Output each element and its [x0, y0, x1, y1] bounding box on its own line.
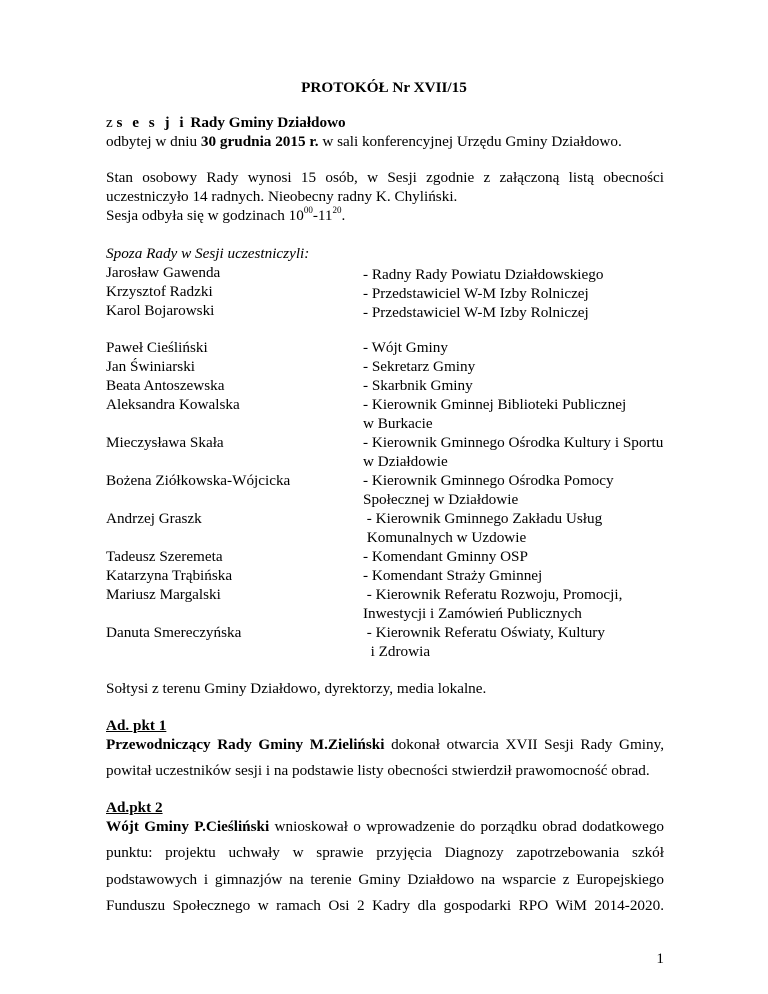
session-date-line	[106, 132, 622, 151]
soltysi-line: Sołtysi z terenu Gminy Działdowo, dyrektorzy, media lokalne.	[106, 680, 487, 697]
stan-line-2: uczestniczyło 14 radnych. Nieobecny radny K. Chyliński.	[106, 188, 458, 205]
document-title: PROTOKÓŁ Nr XVII/15	[301, 79, 467, 96]
pkt1-line-2: powitał uczestników sesji i na podstawie listy obecności stwierdził prawomocność obrad.	[106, 762, 650, 779]
pkt2-text-2b: przyjęcia Diagnozy zapotrzebowania szkół	[376, 844, 664, 861]
hours-text: Sesja odbyła się w godzinach 10	[106, 207, 304, 224]
pkt2-line-2	[106, 843, 664, 862]
staff-role: - Komendant Straży Gminnej	[363, 567, 543, 584]
guest-name: Jarosław Gawenda	[106, 264, 221, 281]
pkt1-text: dokonał otwarcia XVII Sesji Rady Gminy,	[391, 736, 665, 753]
session-line	[106, 113, 346, 132]
staff-role-cont: Komunalnych w Uzdowie	[363, 529, 527, 546]
staff-role: - Kierownik Gminnego Ośrodka Pomocy	[363, 472, 614, 489]
pkt2-line-1	[106, 817, 664, 836]
staff-name: Tadeusz Szeremeta	[106, 548, 223, 565]
staff-role: - Kierownik Gminnego Ośrodka Kultury i Sportu	[363, 434, 664, 451]
staff-role: - Skarbnik Gminy	[363, 377, 473, 394]
guests-heading: Spoza Rady w Sesji uczestniczyli:	[106, 245, 310, 262]
hours-end: .	[341, 207, 346, 224]
staff-name: Andrzej Graszk	[106, 510, 202, 527]
session-date: 30 grudnia 2015 r.	[200, 133, 319, 150]
staff-role: - Sekretarz Gminy	[363, 358, 476, 375]
staff-role: - Kierownik Referatu Rozwoju, Promocji,	[363, 586, 623, 603]
date-prefix: odbytej w dniu	[106, 133, 201, 150]
pkt2-heading: Ad.pkt 2	[106, 799, 163, 816]
session-word: s e s j i	[116, 114, 187, 131]
staff-name: Aleksandra Kowalska	[106, 396, 240, 413]
staff-name: Mariusz Margalski	[106, 586, 221, 603]
hours-sup-end: 20	[332, 204, 342, 215]
session-hours	[106, 206, 345, 225]
staff-name: Katarzyna Trąbińska	[106, 567, 233, 584]
staff-role: - Komendant Gminny OSP	[363, 548, 528, 565]
hours-sup-start: 00	[303, 204, 313, 215]
staff-role: - Kierownik Gminnego Zakładu Usług	[363, 510, 603, 527]
chairman: Przewodniczący Rady Gminy M.Zieliński	[106, 736, 385, 753]
pkt2-line-4: Funduszu Społecznego w ramach Osi 2 Kadry dla gospodarki RPO WiM 2014-2020.	[106, 897, 664, 914]
guest-role: - Radny Rady Powiatu Działdowskiego	[363, 266, 604, 283]
staff-name: Mieczysława Skała	[106, 434, 224, 451]
pkt2-line-3: podstawowych i gimnazjów na terenie Gminy Działdowo na wsparcie z Europejskiego	[106, 871, 664, 888]
staff-role: - Kierownik Gminnej Biblioteki Publicznej	[363, 396, 627, 413]
staff-name: Danuta Smereczyńska	[106, 624, 242, 641]
staff-name: Beata Antoszewska	[106, 377, 225, 394]
pkt1-line-1	[106, 735, 664, 754]
mayor: Wójt Gminy P.Cieśliński	[106, 818, 270, 835]
staff-role: - Wójt Gminy	[363, 339, 448, 356]
session-place: w sali konferencyjnej Urzędu Gminy Działdowo.	[318, 133, 622, 150]
staff-role: - Kierownik Referatu Oświaty, Kultury	[363, 624, 605, 641]
staff-role-cont: w Działdowie	[363, 453, 448, 470]
page-number: 1	[656, 950, 664, 967]
guest-role: - Przedstawiciel W-M Izby Rolniczej	[363, 304, 589, 321]
hours-text-2: -11	[312, 207, 333, 224]
staff-name: Paweł Cieśliński	[106, 339, 208, 356]
staff-role-cont: Inwestycji i Zamówień Publicznych	[363, 605, 582, 622]
staff-role-cont: Społecznej w Działdowie	[363, 491, 519, 508]
pkt2-text: wnioskował o wprowadzenie do porządku obrad dodatkowego	[274, 818, 665, 835]
guest-role: - Przedstawiciel W-M Izby Rolniczej	[363, 285, 589, 302]
staff-role-cont: w Burkacie	[363, 415, 433, 432]
staff-role-cont: i Zdrowia	[363, 643, 431, 660]
session-prefix: z	[106, 114, 113, 131]
guest-name: Karol Bojarowski	[106, 302, 215, 319]
pkt2-text-2a: punktu: projektu uchwały w sprawie	[106, 844, 364, 861]
council-name: Rady Gminy Działdowo	[190, 114, 346, 131]
staff-name: Jan Świniarski	[106, 358, 196, 375]
staff-name: Bożena Ziółkowska-Wójcicka	[106, 472, 291, 489]
guest-name: Krzysztof Radzki	[106, 283, 213, 300]
stan-line-1: Stan osobowy Rady wynosi 15 osób, w Sesji zgodnie z załączoną listą obecności	[106, 169, 664, 186]
pkt1-heading: Ad. pkt 1	[106, 717, 167, 734]
